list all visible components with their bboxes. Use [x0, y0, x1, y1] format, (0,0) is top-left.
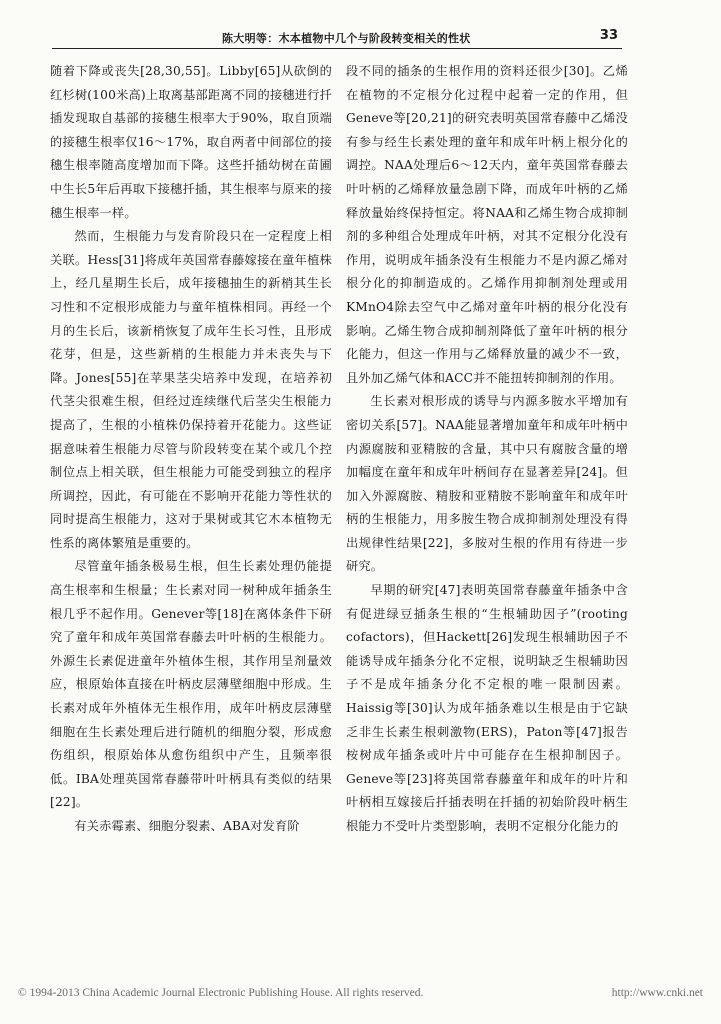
running-title: 陈大明等：木本植物中几个与阶段转变相关的性状: [222, 32, 471, 45]
paragraph: 尽管童年插条极易生根，但生长素处理仍能提高生根率和生根量；生长素对同一树种成年插条生根几乎不起作用。Genever等[18]在离体条件下研究了童年和成年英国常春藤去叶叶柄的生根能力。外源生长素促进童年外植体生根，其作用呈剂量效应，根原始体直接在叶柄皮层薄壁细胞中形成。生长素对成年外植体无生根作用，成年叶柄皮层薄壁细胞在生长素处理后进行随机的细胞分裂，形成愈伤组织，根原始体从愈伤组织中产生，且频率很低。IBA处理英国常春藤带叶叶柄具有类似的结果[22]。: [50, 559, 332, 810]
paragraph: 生长素对根形成的诱导与内源多胺水平增加有密切关系[57]。NAA能显著增加童年和成年叶柄中内源腐胺和亚精胺的含量，其中只有腐胺含量的增加幅度在童年和成年叶柄间存在显著差异[24]。但加入外源腐胺、精胺和亚精胺不影响童年和成年叶柄的生根能力，用多胺生物合成抑制剂处理没有得出规律性结果[22]，多胺对生根的作用有待进一步研究。: [346, 394, 628, 574]
left-column: [50, 60, 332, 839]
copyright-notice: © 1994-2013 China Academic Journal Electronic Publishing House. All rights reserved.: [18, 987, 424, 999]
paragraph: 然而，生根能力与发育阶段只在一定程度上相关联。Hess[31]将成年英国常春藤嫁接在童年植株上，经几星期生长后，成年接穗抽生的新梢其生长习性和不定根形成能力与童年植株相同。再经一个月的生长后，该新梢恢复了成年生长习性，且形成花芽，但是，这些新梢的生根能力并未丧失与下降。Jones[55]在苹果茎尖培养中发现，在培养初代茎尖很难生根，但经过连续继代后茎尖生根能力提高了，生根的小植株仍保持着开花能力。这些证据意味着生根能力尽管与阶段转变在某个或几个控制位点上相关联，但生根能力可能受到独立的程序所调控，因此，有可能在不影响开花能力等性状的同时提高生根能力，这对于果树或其它木本植物无性系的离体繁殖是重要的。: [50, 229, 332, 550]
page-number: 33: [599, 28, 618, 43]
paragraph: 有关赤霉素、细胞分裂素、ABA对发育阶: [74, 819, 300, 833]
page-footer: [18, 987, 703, 999]
paragraph: 段不同的插条的生根作用的资料还很少[30]。乙烯在植物的不定根分化过程中起着一定的作用，但Geneve等[20,21]的研究表明英国常春藤中乙烯没有参与经生长素处理的童年和成年叶柄上根分化的调控。NAA处理后6～12天内，童年英国常春藤去叶叶柄的乙烯释放量急剧下降，而成年叶柄的乙烯释放量始终保持恒定。将NAA和乙烯生物合成抑制剂的多种组合处理成年叶柄，对其不定根分化没有作用，说明成年插条没有生根能力不是内源乙烯对根分化的抑制造成的。乙烯作用抑制剂处理或用KMnO4除去空气中乙烯对童年叶柄的根分化没有影响。乙烯生物合成抑制剂降低了童年叶柄的根分化能力，但这一作用与乙烯释放量的减少不一致，且外加乙烯气体和ACC并不能扭转抑制剂的作用。: [346, 64, 628, 385]
running-header: [52, 28, 622, 49]
publisher-url[interactable]: http://www.cnki.net: [611, 987, 703, 999]
paragraph: 早期的研究[47]表明英国常春藤童年插条中含有促进绿豆插条生根的“生根辅助因子”(rooting cofactors)，但Hackett[26]发现生根辅助因子不能诱导成年插条分化不定根，说明缺乏生根辅助因子不是成年插条分化不定根的唯一限制因素。Haissig等[30]认为成年插条难以生根是由于它缺乏非生长素生根刺激物(ERS)，Paton等[47]报告桉树成年插条或叶片中可能存在生根抑制因子。Geneve等[23]将英国常春藤童年和成年的叶片和叶柄相互嫁接后扦插表明在扦插的初始阶段叶柄生根能力不受叶片类型影响，表明不定根分化能力的: [346, 583, 628, 833]
paragraph: 随着下降或丧失[28,30,55]。Libby[65]从砍倒的红杉树(100米高)上取离基部距离不同的接穗进行扦插发现取自基部的接穗生根率大于90%，取自顶端的接穗生根率仅16～17%，取自两者中间部位的接穗生根率随高度增加而下降。这些扦插幼树在苗圃中生长5年后再取下接穗扦插，其生根率与原来的接穗生根率一样。: [50, 64, 332, 220]
right-column: [346, 60, 628, 839]
